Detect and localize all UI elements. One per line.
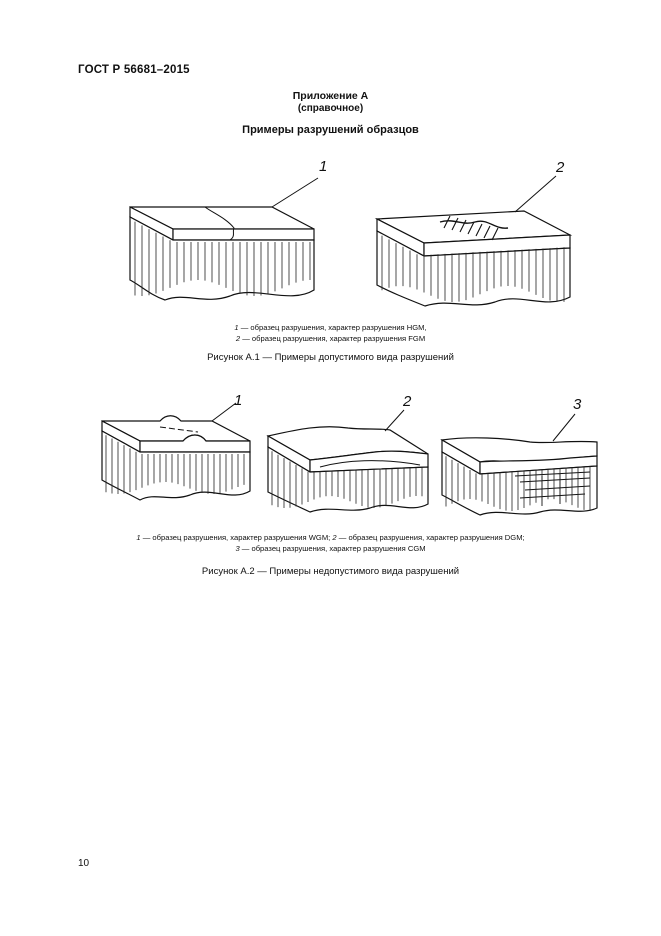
a2-callout-3: 3 [573,396,582,413]
a1-legend-text-2: — образец разрушения, характер разрушения FGM [240,334,426,343]
a2-legend-line-1 [0,532,661,543]
a2-legend [0,532,661,554]
section-title: Примеры разрушений образцов [242,124,419,136]
a2-legend-num-1: 1 [136,533,141,542]
a2-legend-num-3: 3 [235,544,240,553]
a2-leader-1 [212,403,236,421]
a2-leader-2 [385,410,404,431]
a2-legend-text-2: — образец разрушения, характер разрушения DGM; [336,533,525,542]
figure-a2-caption: Рисунок А.2 — Примеры недопустимого вида разрушений [201,566,460,577]
a1-legend-num-2: 2 [235,334,241,343]
a2-legend-text-3: — образец разрушения, характер разрушения CGM [239,544,426,553]
a2-legend-num-2: 2 [332,533,337,542]
a1-callout-2: 2 [556,159,565,176]
a2-legend-text-1: — образец разрушения, характер разрушения WGM; [140,533,333,542]
a2-callout-2: 2 [403,393,412,410]
a2-leader-3 [553,414,575,441]
a1-legend-num-1: 1 [234,323,239,332]
a2-callout-1: 1 [234,392,243,409]
a1-legend-text-1: — образец разрушения, характер разрушения HGM, [238,323,427,332]
appendix-title: Приложение А [292,90,369,102]
appendix-subtitle: (справочное) [297,103,364,114]
a2-legend-line-2 [0,543,661,554]
document-id: ГОСТ Р 56681–2015 [78,64,190,76]
a1-callout-1: 1 [319,158,328,175]
page-number: 10 [78,858,90,869]
figure-a1-caption: Рисунок А.1 — Примеры допустимого вида разрушений [207,352,454,363]
a2-specimen-3 [442,438,597,515]
